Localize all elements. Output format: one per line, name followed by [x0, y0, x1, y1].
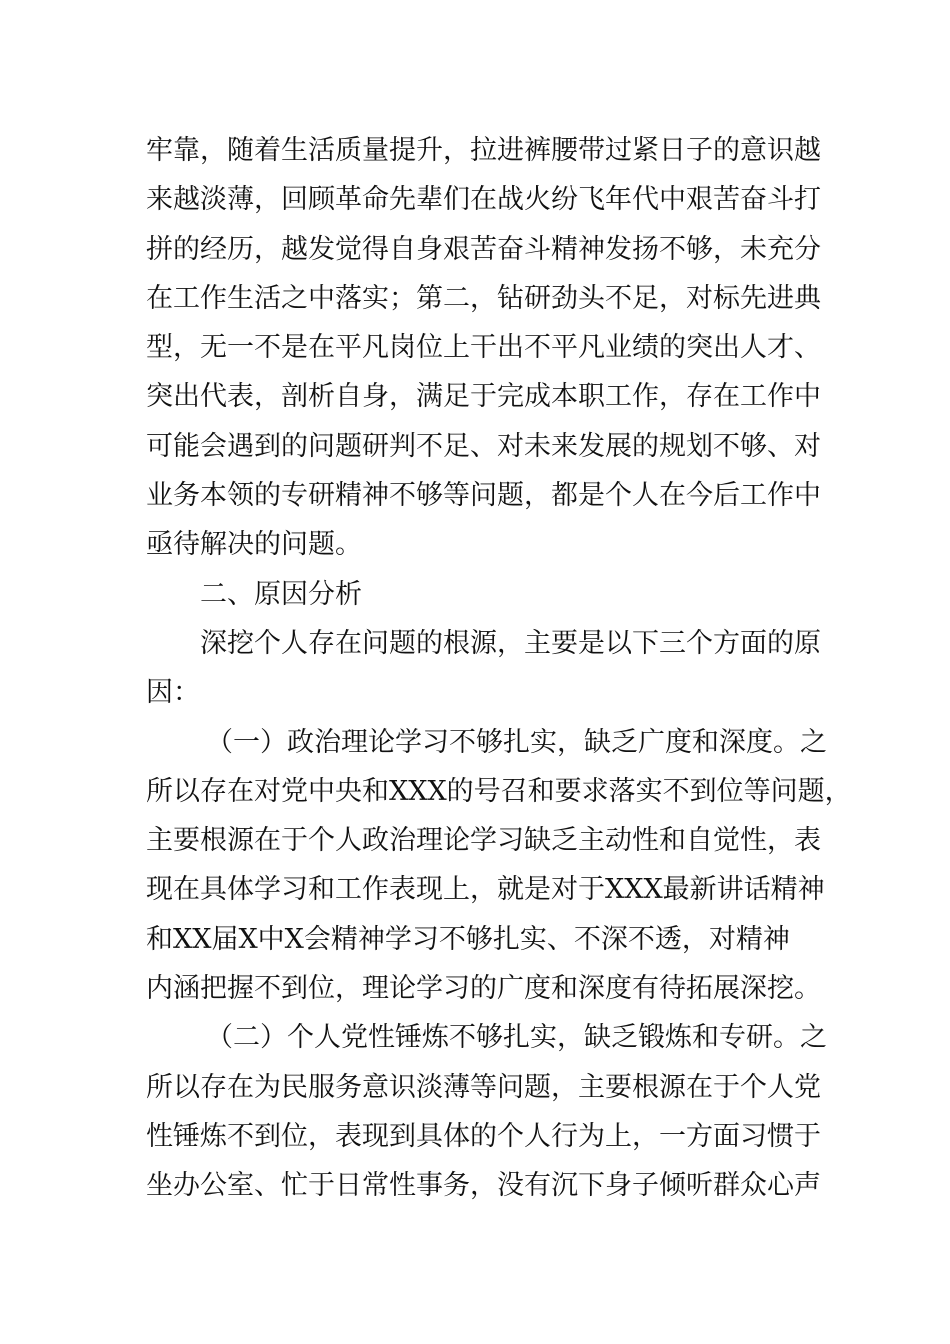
- text-line: 坐办公室、忙于日常性事务，没有沉下身子倾听群众心声: [146, 1170, 821, 1202]
- paragraph-start: 深挖个人存在问题的根源，主要是以下三个方面的原: [200, 627, 821, 659]
- text-line: 和XX届X中X会精神学习不够扎实、不深不透，对精神: [146, 923, 790, 955]
- text-line: 所以存在为民服务意识淡薄等问题，主要根源在于个人党: [146, 1071, 821, 1103]
- text-line: 亟待解决的问题。: [146, 529, 362, 561]
- text-line: 拼的经历，越发觉得自身艰苦奋斗精神发扬不够，未充分: [146, 233, 821, 265]
- subsection-start: （二）个人党性锤炼不够扎实，缺乏锻炼和专研。之: [206, 1022, 827, 1054]
- text-line: 业务本领的专研精神不够等问题，都是个人在今后工作中: [146, 480, 821, 512]
- text-line: 内涵把握不到位，理论学习的广度和深度有待拓展深挖。: [146, 973, 821, 1005]
- text-line: 主要根源在于个人政治理论学习缺乏主动性和自觉性，表: [146, 825, 821, 857]
- text-line: 所以存在对党中央和XXX的号召和要求落实不到位等问题，: [146, 775, 852, 807]
- text-line: 性锤炼不到位，表现到具体的个人行为上，一方面习惯于: [146, 1120, 821, 1152]
- text-line: 在工作生活之中落实；第二，钻研劲头不足，对标先进典: [146, 282, 821, 314]
- text-line: 来越淡薄，回顾革命先辈们在战火纷飞年代中艰苦奋斗打: [146, 184, 821, 216]
- text-line: 因：: [146, 677, 200, 709]
- document-body: [146, 126, 852, 1211]
- text-line: 现在具体学习和工作表现上，就是对于XXX最新讲话精神: [146, 874, 825, 906]
- section-heading: 二、原因分析: [200, 578, 362, 610]
- text-line: 可能会遇到的问题研判不足、对未来发展的规划不够、对: [146, 430, 821, 462]
- subsection-start: （一）政治理论学习不够扎实，缺乏广度和深度。之: [206, 726, 827, 758]
- text-line: 突出代表，剖析自身，满足于完成本职工作，存在工作中: [146, 381, 821, 413]
- text-line: 型，无一不是在平凡岗位上干出不平凡业绩的突出人才、: [146, 332, 821, 364]
- text-line: 牢靠，随着生活质量提升，拉进裤腰带过紧日子的意识越: [146, 135, 821, 166]
